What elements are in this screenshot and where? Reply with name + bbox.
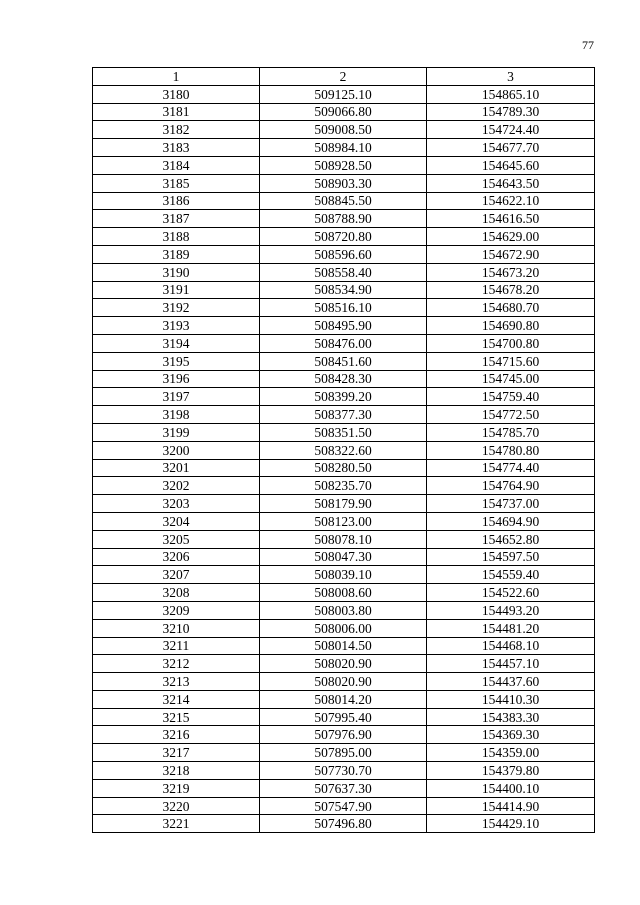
x-coordinate-cell: 509066.80 <box>260 103 427 121</box>
x-coordinate-cell: 508179.90 <box>260 495 427 513</box>
point-number-cell: 3191 <box>93 281 260 299</box>
page-number: 77 <box>582 38 594 52</box>
y-coordinate-cell: 154690.80 <box>427 317 595 335</box>
x-coordinate-cell: 508351.50 <box>260 423 427 441</box>
table-row <box>93 139 595 157</box>
y-coordinate-cell: 154359.00 <box>427 744 595 762</box>
table-row <box>93 263 595 281</box>
table-row <box>93 815 595 833</box>
table-row <box>93 655 595 673</box>
point-number-cell: 3208 <box>93 584 260 602</box>
x-coordinate-cell: 508984.10 <box>260 139 427 157</box>
x-coordinate-cell: 507547.90 <box>260 797 427 815</box>
point-number-cell: 3206 <box>93 548 260 566</box>
point-number-cell: 3190 <box>93 263 260 281</box>
x-coordinate-cell: 508014.20 <box>260 690 427 708</box>
table-row <box>93 566 595 584</box>
x-coordinate-cell: 508903.30 <box>260 174 427 192</box>
y-coordinate-cell: 154522.60 <box>427 584 595 602</box>
y-coordinate-cell: 154724.40 <box>427 121 595 139</box>
table-row <box>93 637 595 655</box>
point-number-cell: 3202 <box>93 477 260 495</box>
column-header: 3 <box>427 68 595 86</box>
x-coordinate-cell: 508020.90 <box>260 673 427 691</box>
y-coordinate-cell: 154673.20 <box>427 263 595 281</box>
x-coordinate-cell: 508451.60 <box>260 352 427 370</box>
y-coordinate-cell: 154622.10 <box>427 192 595 210</box>
table-row <box>93 210 595 228</box>
table-row <box>93 370 595 388</box>
point-number-cell: 3196 <box>93 370 260 388</box>
y-coordinate-cell: 154629.00 <box>427 228 595 246</box>
x-coordinate-cell: 508495.90 <box>260 317 427 335</box>
y-coordinate-cell: 154645.60 <box>427 156 595 174</box>
y-coordinate-cell: 154774.40 <box>427 459 595 477</box>
x-coordinate-cell: 508280.50 <box>260 459 427 477</box>
table-header-row <box>93 68 595 86</box>
x-coordinate-cell: 507496.80 <box>260 815 427 833</box>
point-number-cell: 3204 <box>93 512 260 530</box>
table-row <box>93 406 595 424</box>
point-number-cell: 3198 <box>93 406 260 424</box>
table-row <box>93 156 595 174</box>
point-number-cell: 3193 <box>93 317 260 335</box>
table-row <box>93 281 595 299</box>
table-row <box>93 495 595 513</box>
y-coordinate-cell: 154759.40 <box>427 388 595 406</box>
x-coordinate-cell: 508377.30 <box>260 406 427 424</box>
point-number-cell: 3217 <box>93 744 260 762</box>
table-row <box>93 245 595 263</box>
point-number-cell: 3180 <box>93 85 260 103</box>
coordinates-table <box>92 67 595 833</box>
table-row <box>93 423 595 441</box>
y-coordinate-cell: 154672.90 <box>427 245 595 263</box>
x-coordinate-cell: 508928.50 <box>260 156 427 174</box>
y-coordinate-cell: 154700.80 <box>427 334 595 352</box>
column-header: 2 <box>260 68 427 86</box>
x-coordinate-cell: 508047.30 <box>260 548 427 566</box>
y-coordinate-cell: 154369.30 <box>427 726 595 744</box>
y-coordinate-cell: 154677.70 <box>427 139 595 157</box>
y-coordinate-cell: 154652.80 <box>427 530 595 548</box>
point-number-cell: 3184 <box>93 156 260 174</box>
point-number-cell: 3189 <box>93 245 260 263</box>
table-row <box>93 797 595 815</box>
point-number-cell: 3187 <box>93 210 260 228</box>
y-coordinate-cell: 154493.20 <box>427 601 595 619</box>
x-coordinate-cell: 508235.70 <box>260 477 427 495</box>
point-number-cell: 3209 <box>93 601 260 619</box>
table-row <box>93 726 595 744</box>
point-number-cell: 3213 <box>93 673 260 691</box>
y-coordinate-cell: 154429.10 <box>427 815 595 833</box>
y-coordinate-cell: 154379.80 <box>427 762 595 780</box>
y-coordinate-cell: 154715.60 <box>427 352 595 370</box>
table-row <box>93 673 595 691</box>
table-row <box>93 477 595 495</box>
point-number-cell: 3199 <box>93 423 260 441</box>
table-row <box>93 779 595 797</box>
x-coordinate-cell: 508078.10 <box>260 530 427 548</box>
y-coordinate-cell: 154457.10 <box>427 655 595 673</box>
y-coordinate-cell: 154780.80 <box>427 441 595 459</box>
y-coordinate-cell: 154414.90 <box>427 797 595 815</box>
y-coordinate-cell: 154694.90 <box>427 512 595 530</box>
table-row <box>93 192 595 210</box>
point-number-cell: 3218 <box>93 762 260 780</box>
table-row <box>93 317 595 335</box>
point-number-cell: 3211 <box>93 637 260 655</box>
x-coordinate-cell: 509008.50 <box>260 121 427 139</box>
point-number-cell: 3215 <box>93 708 260 726</box>
point-number-cell: 3194 <box>93 334 260 352</box>
point-number-cell: 3192 <box>93 299 260 317</box>
point-number-cell: 3185 <box>93 174 260 192</box>
y-coordinate-cell: 154745.00 <box>427 370 595 388</box>
point-number-cell: 3214 <box>93 690 260 708</box>
y-coordinate-cell: 154678.20 <box>427 281 595 299</box>
y-coordinate-cell: 154865.10 <box>427 85 595 103</box>
x-coordinate-cell: 508008.60 <box>260 584 427 602</box>
x-coordinate-cell: 508020.90 <box>260 655 427 673</box>
x-coordinate-cell: 508006.00 <box>260 619 427 637</box>
table-row <box>93 85 595 103</box>
table-row <box>93 708 595 726</box>
point-number-cell: 3182 <box>93 121 260 139</box>
y-coordinate-cell: 154789.30 <box>427 103 595 121</box>
point-number-cell: 3186 <box>93 192 260 210</box>
y-coordinate-cell: 154400.10 <box>427 779 595 797</box>
point-number-cell: 3200 <box>93 441 260 459</box>
y-coordinate-cell: 154680.70 <box>427 299 595 317</box>
point-number-cell: 3219 <box>93 779 260 797</box>
point-number-cell: 3203 <box>93 495 260 513</box>
point-number-cell: 3183 <box>93 139 260 157</box>
table-row <box>93 619 595 637</box>
x-coordinate-cell: 507730.70 <box>260 762 427 780</box>
x-coordinate-cell: 508720.80 <box>260 228 427 246</box>
y-coordinate-cell: 154559.40 <box>427 566 595 584</box>
y-coordinate-cell: 154772.50 <box>427 406 595 424</box>
point-number-cell: 3220 <box>93 797 260 815</box>
point-number-cell: 3210 <box>93 619 260 637</box>
y-coordinate-cell: 154437.60 <box>427 673 595 691</box>
y-coordinate-cell: 154468.10 <box>427 637 595 655</box>
x-coordinate-cell: 508596.60 <box>260 245 427 263</box>
x-coordinate-cell: 508476.00 <box>260 334 427 352</box>
y-coordinate-cell: 154737.00 <box>427 495 595 513</box>
x-coordinate-cell: 508123.00 <box>260 512 427 530</box>
table-row <box>93 744 595 762</box>
x-coordinate-cell: 509125.10 <box>260 85 427 103</box>
table-row <box>93 352 595 370</box>
point-number-cell: 3197 <box>93 388 260 406</box>
table-row <box>93 601 595 619</box>
point-number-cell: 3212 <box>93 655 260 673</box>
table-body <box>93 85 595 832</box>
table-row <box>93 584 595 602</box>
x-coordinate-cell: 508399.20 <box>260 388 427 406</box>
point-number-cell: 3221 <box>93 815 260 833</box>
x-coordinate-cell: 508322.60 <box>260 441 427 459</box>
x-coordinate-cell: 508014.50 <box>260 637 427 655</box>
table-row <box>93 228 595 246</box>
table-row <box>93 512 595 530</box>
point-number-cell: 3188 <box>93 228 260 246</box>
x-coordinate-cell: 508534.90 <box>260 281 427 299</box>
y-coordinate-cell: 154597.50 <box>427 548 595 566</box>
x-coordinate-cell: 508428.30 <box>260 370 427 388</box>
table-row <box>93 441 595 459</box>
x-coordinate-cell: 508845.50 <box>260 192 427 210</box>
point-number-cell: 3181 <box>93 103 260 121</box>
y-coordinate-cell: 154643.50 <box>427 174 595 192</box>
y-coordinate-cell: 154410.30 <box>427 690 595 708</box>
y-coordinate-cell: 154383.30 <box>427 708 595 726</box>
table-row <box>93 121 595 139</box>
point-number-cell: 3207 <box>93 566 260 584</box>
x-coordinate-cell: 508039.10 <box>260 566 427 584</box>
point-number-cell: 3216 <box>93 726 260 744</box>
table-row <box>93 299 595 317</box>
x-coordinate-cell: 507895.00 <box>260 744 427 762</box>
table-row <box>93 334 595 352</box>
point-number-cell: 3195 <box>93 352 260 370</box>
x-coordinate-cell: 507637.30 <box>260 779 427 797</box>
table-row <box>93 388 595 406</box>
y-coordinate-cell: 154616.50 <box>427 210 595 228</box>
point-number-cell: 3205 <box>93 530 260 548</box>
table-row <box>93 103 595 121</box>
x-coordinate-cell: 508003.80 <box>260 601 427 619</box>
table-row <box>93 690 595 708</box>
x-coordinate-cell: 508788.90 <box>260 210 427 228</box>
y-coordinate-cell: 154785.70 <box>427 423 595 441</box>
table-row <box>93 530 595 548</box>
y-coordinate-cell: 154481.20 <box>427 619 595 637</box>
table-row <box>93 174 595 192</box>
x-coordinate-cell: 507976.90 <box>260 726 427 744</box>
column-header: 1 <box>93 68 260 86</box>
y-coordinate-cell: 154764.90 <box>427 477 595 495</box>
table-row <box>93 548 595 566</box>
x-coordinate-cell: 508558.40 <box>260 263 427 281</box>
x-coordinate-cell: 508516.10 <box>260 299 427 317</box>
table-row <box>93 459 595 477</box>
point-number-cell: 3201 <box>93 459 260 477</box>
x-coordinate-cell: 507995.40 <box>260 708 427 726</box>
table-row <box>93 762 595 780</box>
